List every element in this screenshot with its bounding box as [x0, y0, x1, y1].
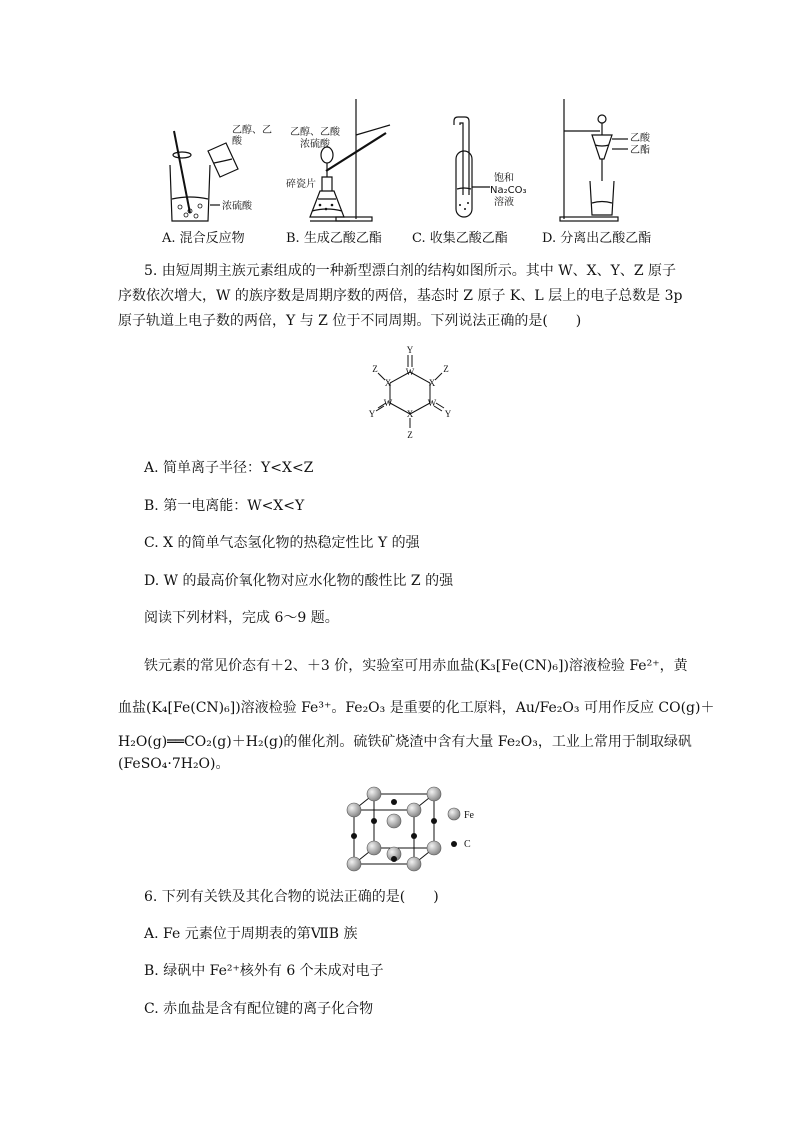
c-atom — [351, 833, 357, 839]
atom-y-right: Y — [444, 409, 452, 419]
c-atom — [411, 833, 417, 839]
atom-z-bottom: Z — [407, 430, 413, 440]
q5-stem-line2: 序数依次增大，W 的族序数是周期序数的两倍，基态时 Z 原子 K、L 层上的电子总数是 3p — [118, 288, 683, 304]
label-solution-c: 溶液 — [494, 197, 514, 208]
label-conc-sulfuric-acid-a: 浓硫酸 — [222, 201, 252, 212]
c-atom — [391, 856, 397, 862]
atom-w-top: W — [405, 367, 415, 377]
caption-b: B. 生成乙酸乙酯 — [286, 231, 382, 246]
fe-atom — [407, 857, 421, 871]
label-ethanol-acetic-acid-a: 乙醇、乙酸 — [232, 125, 272, 147]
q5-structure-diagram — [360, 342, 460, 442]
q6-option-a: A. Fe 元素位于周期表的第ⅦB 族 — [144, 926, 358, 942]
fe-atom — [407, 803, 421, 817]
caption-a: A. 混合反应物 — [162, 231, 245, 246]
c-atom — [431, 818, 437, 824]
label-na2co3-c: Na₂CO₃ — [490, 185, 527, 196]
atom-x-right: X — [428, 378, 436, 388]
label-sulfuric-b: 浓硫酸 — [300, 139, 330, 150]
q5-option-b: B. 第一电离能：W<X<Y — [144, 498, 305, 514]
label-saturated-c: 饱和 — [494, 173, 514, 184]
reading-paragraph-line1: 铁元素的常见价态有＋2、＋3 价，实验室可用赤血盐(K₃[Fe(CN)₆])溶液检验 Fe²⁺，黄 — [144, 658, 688, 674]
legend-fe-label: Fe — [464, 810, 474, 821]
q5-option-d: D. W 的最高价氧化物对应水化物的酸性比 Z 的强 — [144, 573, 454, 589]
c-atom — [371, 818, 377, 824]
fe-atom — [387, 814, 401, 828]
label-ester-d: 乙酯 — [630, 145, 650, 156]
fe-atom — [367, 841, 381, 855]
atom-w-right: W — [427, 398, 437, 408]
legend-c-symbol — [451, 841, 457, 847]
q5-option-c: C. X 的简单气态氢化物的热稳定性比 Y 的强 — [144, 535, 420, 551]
fe-atom — [427, 841, 441, 855]
q6-stem: 6. 下列有关铁及其化合物的说法正确的是( ) — [144, 889, 439, 905]
atom-z-topleft: Z — [372, 364, 378, 374]
c-atom — [391, 799, 397, 805]
reading-paragraph-line4: (FeSO₄·7H₂O)。 — [118, 756, 230, 772]
reading-paragraph-line2: 血盐(K₄[Fe(CN)₆])溶液检验 Fe³⁺。Fe₂O₃ 是重要的化工原料，Au/Fe₂O₃ 可用作反应 CO(g)＋ — [118, 700, 715, 716]
fe-atom — [367, 787, 381, 801]
atom-x-left: X — [384, 378, 392, 388]
apparatus-figure — [160, 95, 680, 225]
label-acetic-d: 乙酸 — [630, 133, 650, 144]
fe-atom — [347, 857, 361, 871]
label-reagents-b: 乙醇、乙酸 — [290, 127, 340, 138]
fe-c-unit-cell — [340, 784, 490, 874]
caption-d: D. 分离出乙酸乙酯 — [542, 231, 652, 246]
q5-option-a: A. 简单离子半径：Y<X<Z — [144, 460, 314, 476]
q6-option-c: C. 赤血盐是含有配位键的离子化合物 — [144, 1001, 374, 1017]
atom-x-bottom: X — [406, 409, 414, 419]
q5-stem-line3: 原子轨道上电子数的两倍，Y 与 Z 位于不同周期。下列说法正确的是( ) — [118, 313, 582, 329]
reading-intro: 阅读下列材料，完成 6～9 题。 — [144, 610, 339, 626]
caption-c: C. 收集乙酸乙酯 — [412, 231, 508, 246]
fe-atom — [427, 787, 441, 801]
legend-c-label: C — [464, 839, 471, 850]
reading-paragraph-line3: H₂O(g)══CO₂(g)＋H₂(g)的催化剂。硫铁矿烧渣中含有大量 Fe₂O₃，工业上常用于制取绿矾 — [118, 734, 692, 750]
atom-y-top: Y — [406, 345, 414, 355]
legend-fe-symbol — [448, 808, 460, 820]
atom-z-topright: Z — [443, 364, 449, 374]
q5-stem-line1: 5. 由短周期主族元素组成的一种新型漂白剂的结构如图所示。其中 W、X、Y、Z 原子 — [144, 263, 677, 279]
atom-w-left: W — [383, 398, 393, 408]
atom-y-left: Y — [368, 409, 376, 419]
fe-atom — [347, 803, 361, 817]
label-porcelain-chips-b: 碎瓷片 — [286, 179, 316, 190]
q6-option-b: B. 绿矾中 Fe²⁺核外有 6 个未成对电子 — [144, 963, 384, 979]
